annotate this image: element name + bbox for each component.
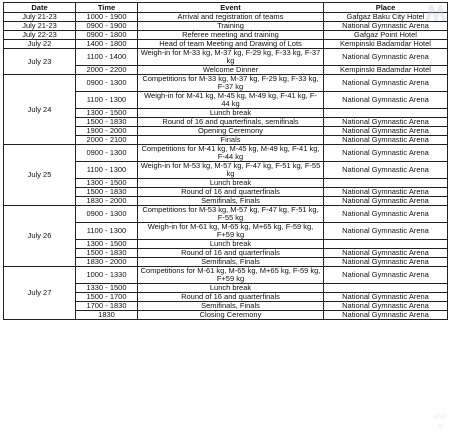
date-cell: July 24 xyxy=(4,75,76,145)
event-cell: Head of team Meeting and Drawing of Lots xyxy=(138,40,324,49)
place-cell: National Gymnastic Arena xyxy=(324,75,448,92)
place-cell: National Gymnastic Arena xyxy=(324,258,448,267)
table-row xyxy=(4,267,448,284)
table-row xyxy=(4,75,448,92)
place-cell: National Gymnastic Arena xyxy=(324,267,448,284)
date-cell: July 22 xyxy=(4,40,76,49)
time-cell: 1500 - 1700 xyxy=(76,293,138,302)
time-cell: 1000 - 1900 xyxy=(76,13,138,22)
date-cell: July 25 xyxy=(4,145,76,206)
place-cell xyxy=(324,284,448,293)
time-cell: 1100 - 1300 xyxy=(76,162,138,179)
table-row xyxy=(4,22,448,31)
event-cell: Finals xyxy=(138,136,324,145)
time-cell: 0900 - 1900 xyxy=(76,22,138,31)
place-cell: National Gymnastic Arena xyxy=(324,92,448,109)
time-cell: 0900 - 1300 xyxy=(76,145,138,162)
time-cell: 2000 - 2200 xyxy=(76,66,138,75)
table-row xyxy=(4,40,448,49)
place-cell: National Gymnastic Arena xyxy=(324,188,448,197)
event-cell: Semifinals, Finals xyxy=(138,197,324,206)
event-cell: Training xyxy=(138,22,324,31)
event-cell: Round of 16 and quarterfinals xyxy=(138,293,324,302)
event-cell: Referee meeting and training xyxy=(138,31,324,40)
date-cell: July 21-23 xyxy=(4,13,76,22)
table-row xyxy=(4,49,448,66)
table-row xyxy=(4,13,448,22)
event-cell: Arrival and registration of teams xyxy=(138,13,324,22)
event-cell: Welcome Dinner xyxy=(138,66,324,75)
event-cell: Competitions for M-41 kg, M-45 kg, M-49 kg, F-41 kg, F-44 kg xyxy=(138,145,324,162)
time-cell: 0900 - 1300 xyxy=(76,75,138,92)
place-cell: National Gymnastic Arena xyxy=(324,293,448,302)
event-cell: Round of 16 and quarterfinals, semifinals xyxy=(138,118,324,127)
schedule-body xyxy=(4,13,448,320)
place-cell: National Gymnastic Arena xyxy=(324,145,448,162)
event-cell: Lunch break xyxy=(138,109,324,118)
time-cell: 2000 - 2100 xyxy=(76,136,138,145)
time-cell: 1830 - 2000 xyxy=(76,258,138,267)
place-cell: National Gymnastic Arena xyxy=(324,22,448,31)
time-cell: 1330 - 1500 xyxy=(76,284,138,293)
place-cell: National Gymnastic Arena xyxy=(324,249,448,258)
time-cell: 1700 - 1830 xyxy=(76,302,138,311)
time-cell: 1100 - 1400 xyxy=(76,49,138,66)
time-cell: 1100 - 1300 xyxy=(76,223,138,240)
event-cell: Closing Ceremony xyxy=(138,311,324,320)
event-cell: Competitions for M-33 kg, M-37 kg, F-29 kg, F-33 kg, F-37 kg xyxy=(138,75,324,92)
watermark-logo-icon xyxy=(422,1,448,25)
place-cell: Kempinski Badamdar Hotel xyxy=(324,40,448,49)
event-cell: Weigh-in for M-61 kg, M-65 kg, M+65 kg, F-59 kg, F+59 kg xyxy=(138,223,324,240)
header-event: Event xyxy=(138,3,324,13)
event-cell: Round of 16 and quarterfinals xyxy=(138,188,324,197)
place-cell: Kempinski Badamdar Hotel xyxy=(324,66,448,75)
time-cell: 1500 - 1830 xyxy=(76,249,138,258)
place-cell: National Gymnastic Arena xyxy=(324,162,448,179)
place-cell: National Gymnastic Arena xyxy=(324,206,448,223)
time-cell: 1830 - 2000 xyxy=(76,197,138,206)
event-cell: Lunch break xyxy=(138,240,324,249)
time-cell: 1000 - 1330 xyxy=(76,267,138,284)
place-cell: National Gymnastic Arena xyxy=(324,118,448,127)
table-row xyxy=(4,206,448,223)
table-row xyxy=(4,145,448,162)
place-cell: Gafgaz Point Hotel xyxy=(324,31,448,40)
place-cell: National Gymnastic Arena xyxy=(324,197,448,206)
place-cell: Gafgaz Baku City Hotel xyxy=(324,13,448,22)
header-row xyxy=(4,3,448,13)
event-cell: Weigh-in for M-53 kg, M-57 kg, F-47 kg, F-51 kg, F-55 kg xyxy=(138,162,324,179)
date-cell: July 23 xyxy=(4,49,76,75)
place-cell xyxy=(324,109,448,118)
place-cell: National Gymnastic Arena xyxy=(324,302,448,311)
time-cell: 1500 - 1830 xyxy=(76,118,138,127)
event-cell: Competitions for M-61 kg, M-65 kg, M+65 kg, F-59 kg, F+59 kg xyxy=(138,267,324,284)
date-cell: July 27 xyxy=(4,267,76,320)
time-cell: 1300 - 1500 xyxy=(76,240,138,249)
svg-text:EW: EW xyxy=(434,414,446,421)
event-cell: Weigh-in for M-33 kg, M-37 kg, F-29 kg, F-33 kg, F-37 kg xyxy=(138,49,324,66)
place-cell: National Gymnastic Arena xyxy=(324,223,448,240)
event-cell: Semifinals, Finals xyxy=(138,302,324,311)
header-place: Place xyxy=(324,3,448,13)
svg-text:S: S xyxy=(437,424,443,431)
time-cell: 1830 xyxy=(76,311,138,320)
event-cell: Round of 16 and quarterfinals xyxy=(138,249,324,258)
event-cell: Opening Ceremony xyxy=(138,127,324,136)
time-cell: 0900 - 1800 xyxy=(76,31,138,40)
event-cell: Weigh-in for M-41 kg, M-45 kg, M-49 kg, F-41 kg, F-44 kg xyxy=(138,92,324,109)
place-cell xyxy=(324,240,448,249)
event-cell: Competitions for M-53 kg, M-57 kg, F-47 kg, F-51 kg, F-55 kg xyxy=(138,206,324,223)
header-date: Date xyxy=(4,3,76,13)
place-cell xyxy=(324,179,448,188)
time-cell: 1300 - 1500 xyxy=(76,109,138,118)
table-row xyxy=(4,31,448,40)
date-cell: July 26 xyxy=(4,206,76,267)
place-cell: National Gymnastic Arena xyxy=(324,49,448,66)
event-cell: Lunch break xyxy=(138,179,324,188)
place-cell: National Gymnastic Arena xyxy=(324,311,448,320)
time-cell: 1900 - 2000 xyxy=(76,127,138,136)
event-cell: Lunch break xyxy=(138,284,324,293)
time-cell: 1100 - 1300 xyxy=(76,92,138,109)
time-cell: 1400 - 1800 xyxy=(76,40,138,49)
event-cell: Semifinals, Finals xyxy=(138,258,324,267)
time-cell: 0900 - 1300 xyxy=(76,206,138,223)
place-cell: National Gymnastic Arena xyxy=(324,136,448,145)
header-time: Time xyxy=(76,3,138,13)
place-cell: National Gymnastic Arena xyxy=(324,127,448,136)
time-cell: 1500 - 1830 xyxy=(76,188,138,197)
schedule-table xyxy=(3,2,448,320)
date-cell: July 21-23 xyxy=(4,22,76,31)
time-cell: 1300 - 1500 xyxy=(76,179,138,188)
watermark-text-icon xyxy=(431,409,449,435)
date-cell: July 22-23 xyxy=(4,31,76,40)
